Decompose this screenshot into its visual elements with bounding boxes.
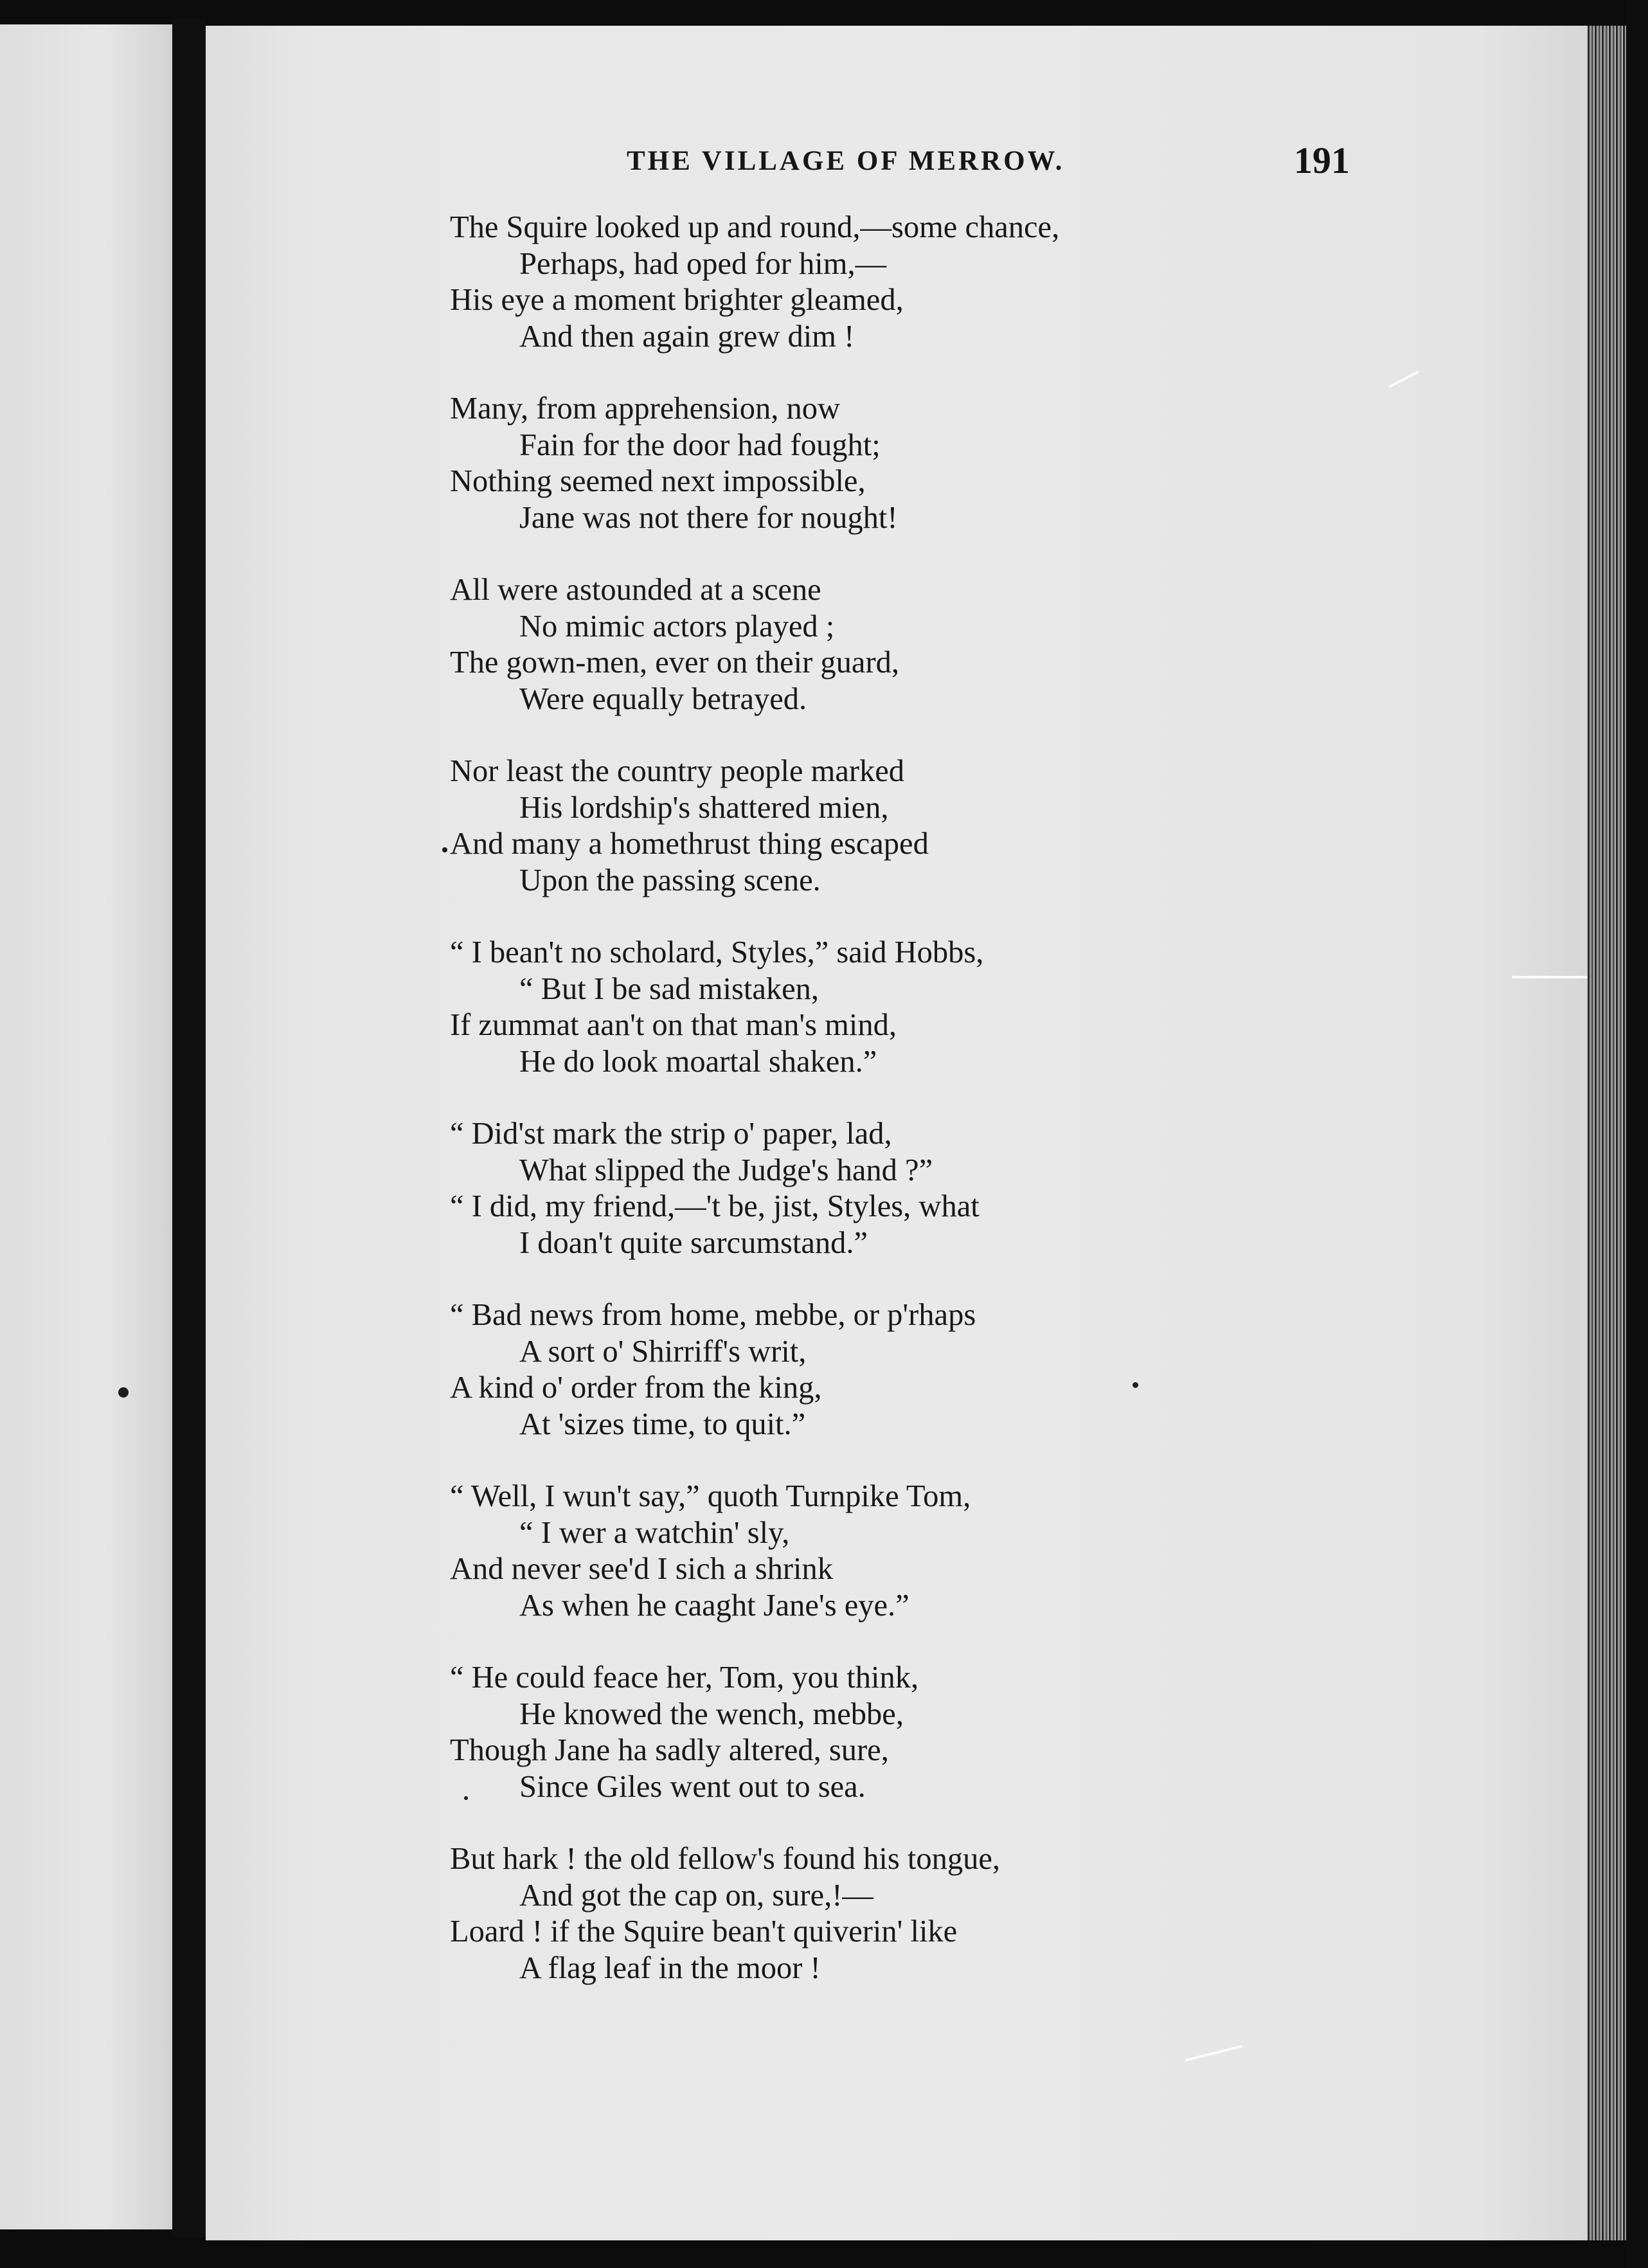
ink-speck <box>118 1387 129 1398</box>
verse-line: Upon the passing scene. <box>519 863 821 897</box>
verse-line: He knowed the wench, mebbe, <box>519 1697 904 1731</box>
running-head <box>206 140 1588 201</box>
verse-line: If zummat aan't on that man's mind, <box>450 1008 897 1042</box>
verse-line: No mimic actors played ; <box>519 609 835 644</box>
ink-speck <box>1133 1382 1138 1388</box>
verse-line: A flag leaf in the moor ! <box>519 1950 821 1985</box>
stanza <box>450 935 1324 1080</box>
verse-line: “ He could feace her, Tom, you think, <box>450 1661 919 1695</box>
verse-line: What slipped the Judge's hand ?” <box>519 1153 933 1187</box>
verse-line: But hark ! the old fellow's found his tongue, <box>450 1842 1001 1876</box>
verse-line: All were astounded at a scene <box>450 573 821 607</box>
stanza <box>450 1479 1324 1624</box>
verse-line: I doan't quite sarcumstand.” <box>519 1225 868 1260</box>
stanza <box>450 1297 1324 1443</box>
verse-line: Fain for the door had fought; <box>519 428 881 462</box>
book-gutter <box>172 19 206 2237</box>
verse-line: “ I bean't no scholard, Styles,” said Hobbs, <box>450 935 984 969</box>
stanza <box>450 753 1324 899</box>
verse-line: “ Did'st mark the strip o' paper, lad, <box>450 1117 892 1151</box>
verse-line: Nor least the country people marked <box>450 754 905 788</box>
stanza <box>450 1841 1324 1986</box>
verse-line: Were equally betrayed. <box>519 681 807 716</box>
verse-line: Since Giles went out to sea. <box>519 1769 866 1804</box>
scan-highlight <box>1512 976 1588 978</box>
verse-line: And then again grew dim ! <box>519 319 855 354</box>
verse-line: His lordship's shattered mien, <box>519 790 889 825</box>
verse-line: At 'sizes time, to quit.” <box>519 1407 806 1441</box>
ink-speck <box>442 847 447 852</box>
verse-line: Though Jane ha sadly altered, sure, <box>450 1733 889 1767</box>
verse-line: Jane was not there for nought! <box>519 500 898 535</box>
verse-line: “ Bad news from home, mebbe, or p'rhaps <box>450 1298 976 1332</box>
verse-line: And many a homethrust thing escaped <box>450 827 929 861</box>
verse-line: The gown-men, ever on their guard, <box>450 645 899 680</box>
stanza <box>450 1660 1324 1805</box>
verse-line: The Squire looked up and round,—some chance, <box>450 210 1060 244</box>
verse-line: And got the cap on, sure,!— <box>519 1878 873 1913</box>
verse-line: “ Well, I wun't say,” quoth Turnpike Tom, <box>450 1479 971 1513</box>
running-head-title: THE VILLAGE OF MERROW. <box>627 146 1065 176</box>
verse-line: “ I wer a watchin' sly, <box>519 1515 790 1550</box>
verse-line: “ But I be sad mistaken, <box>519 971 820 1006</box>
verse-line: And never see'd I sich a shrink <box>450 1552 833 1586</box>
page-stack-edges <box>1588 26 1626 2240</box>
verse-line: “ I did, my friend,—'t be, jist, Styles, what <box>450 1189 980 1223</box>
previous-page-edge <box>0 24 172 2229</box>
verse-line: Nothing seemed next impossible, <box>450 464 866 498</box>
scan-border <box>1626 0 1648 2268</box>
verse-line: Perhaps, had oped for him,— <box>519 246 887 281</box>
verse-line: Loard ! if the Squire bean't quiverin' like <box>450 1914 958 1949</box>
verse-line: His eye a moment brighter gleamed, <box>450 283 904 317</box>
verse-line: A sort o' Shirriff's writ, <box>519 1334 807 1369</box>
poem-text <box>450 210 1324 1986</box>
verse-line: He do look moartal shaken.” <box>519 1044 877 1079</box>
verse-line: A kind o' order from the king, <box>450 1371 822 1405</box>
ink-speck <box>464 1796 468 1800</box>
stanza <box>450 210 1324 355</box>
verse-line: Many, from apprehension, now <box>450 392 841 426</box>
page-number: 191 <box>1294 140 1350 181</box>
stanza <box>450 391 1324 536</box>
stanza <box>450 1116 1324 1261</box>
stanza <box>450 572 1324 717</box>
verse-line: As when he caaght Jane's eye.” <box>519 1588 909 1623</box>
